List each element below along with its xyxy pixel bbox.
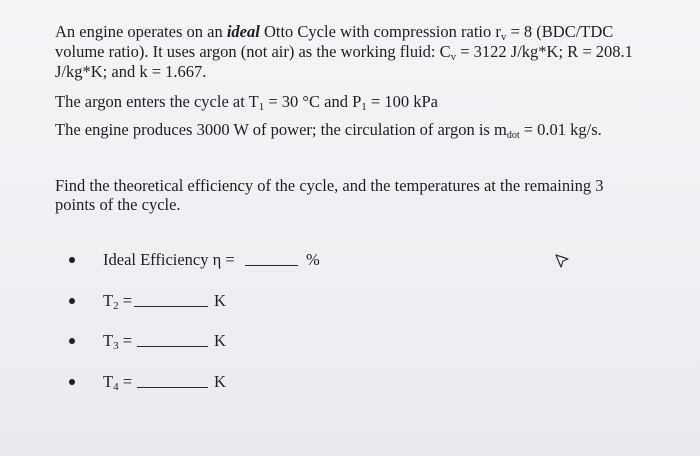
efficiency-answer-field[interactable]	[245, 265, 298, 266]
t2-unit: K	[214, 291, 226, 310]
question-line-2: points of the cycle.	[55, 195, 181, 214]
problem-line-3: J/kg*K; and k = 1.667.	[55, 62, 207, 81]
t4-label: $T_4$ =	[103, 372, 133, 393]
ideal-emphasis: ideal	[226, 22, 260, 41]
problem-line-2: volume ratio). It uses argon (not air) as the working fluid: $C_v = 3122$ J/kg*K; R = 208.1	[55, 42, 633, 63]
t3-answer-field[interactable]	[137, 346, 208, 347]
t2-answer-field[interactable]	[134, 306, 208, 307]
bullet-icon	[69, 379, 75, 385]
question-line-1: Find the theoretical efficiency of the cycle, and the temperatures at the remaining 3	[55, 176, 604, 195]
efficiency-label: Ideal Efficiency η =	[103, 250, 235, 269]
t3-unit: K	[214, 331, 226, 350]
t3-label: $T_3$ =	[103, 331, 133, 352]
efficiency-unit: %	[306, 250, 320, 269]
bullet-icon	[69, 257, 75, 263]
bullet-icon	[69, 338, 75, 344]
mouse-pointer-icon	[555, 254, 569, 268]
problem-line-5: The engine produces 3000 W of power; the circulation of argon is $m_{dot} = 0.01$ kg/s.	[55, 120, 602, 141]
t4-answer-field[interactable]	[137, 387, 208, 388]
bullet-icon	[69, 298, 75, 304]
t4-unit: K	[214, 372, 226, 391]
problem-line-4: The argon enters the cycle at $T_1 = 30$ °C and $P_1 = 100$ kPa	[55, 92, 438, 113]
t2-label: $T_2$ =	[103, 291, 133, 312]
problem-line-1: An engine operates on an ideal Otto Cycle with compression ratio $r_v = 8$ (BDC/TDC	[55, 22, 614, 43]
